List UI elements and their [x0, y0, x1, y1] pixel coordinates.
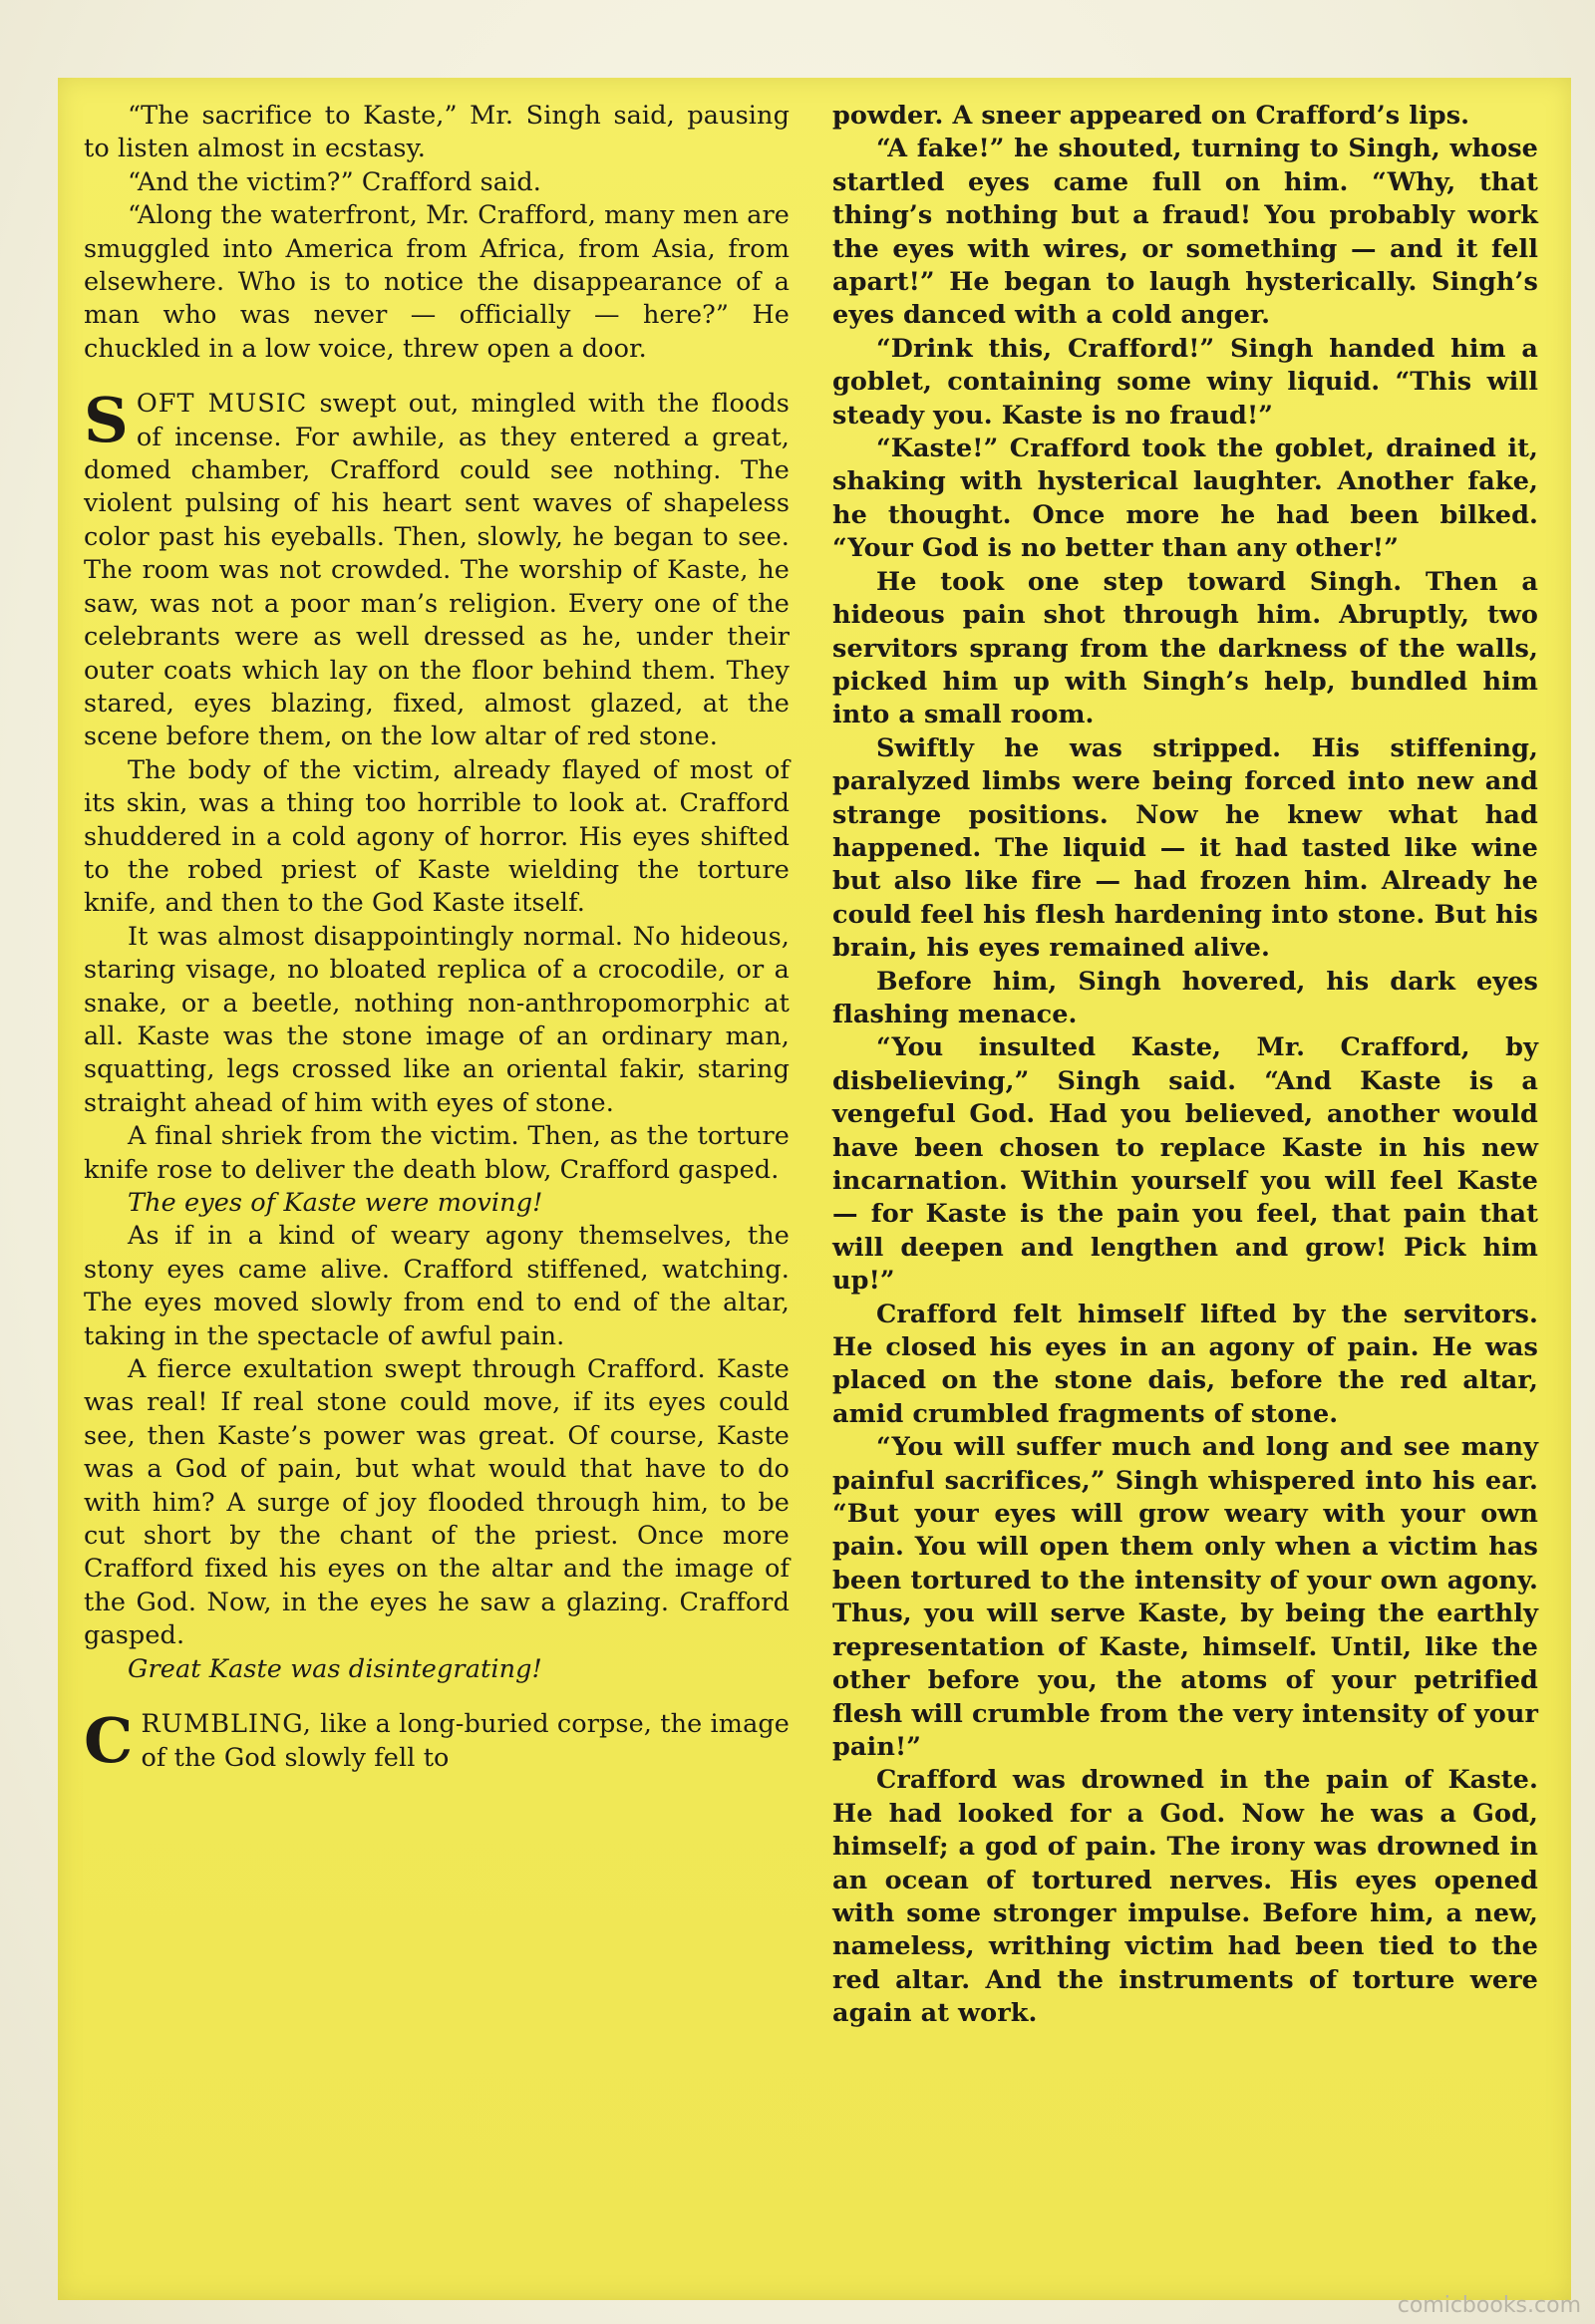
italic-line: Great Kaste was disintegrating! [128, 1653, 542, 1684]
small-caps-lead: OFT MUSIC [136, 389, 308, 420]
paragraph-text: like a long-buried corpse, the image of the God slowly fell to [141, 1709, 790, 1773]
paragraph: “Kaste!” Crafford took the goblet, drained it, shaking with hysterical laughter. Another fake, he thought. Once more he had been bilked. “Your God is no better than any other!” [832, 434, 1538, 564]
paragraph: “The sacrifice to Kaste,” Mr. Singh said, pausing to listen almost in ecstasy. [84, 101, 790, 164]
small-caps-lead: RUMBLING, [141, 1709, 312, 1740]
paragraph: Swiftly he was stripped. His stiffening, paralyzed limbs were being forced into new and strange positions. Now he knew what had happened. The liquid — it had tasted like wine but also like fire — had frozen him. Already he could feel his flesh hardening into stone. But his brain, his eyes remained alive. [832, 732, 1538, 964]
paragraph: As if in a kind of weary agony themselves, the stony eyes came alive. Crafford stiffened, watching. The eyes moved slowly from end to end of the altar, taking in the spectacle of awful pain. [84, 1221, 790, 1351]
source-watermark: comicbooks.com [1397, 2293, 1581, 2318]
right-column [832, 100, 1538, 2031]
paragraph: powder. A sneer appeared on Crafford’s lips. [832, 101, 1470, 131]
drop-cap: C [84, 1704, 134, 1778]
paragraph: A fierce exultation swept through Crafford. Kaste was real! If real stone could move, if its eyes could see, then Kaste’s power was great. Of course, Kaste was a God of pain, but what would that have to do with him? A surge of joy flooded through him, to be cut short by the chant of the priest. Once more Crafford fixed his eyes on the altar and the image of the God. Now, in the eyes he saw a glazing. Crafford gasped. [84, 1354, 790, 1651]
paragraph: “A fake!” he shouted, turning to Singh, whose startled eyes came full on him. “Why, that thing’s nothing but a fraud! You probably work the eyes with wires, or something — and it fell apart!” He began to laugh hysterically. Singh’s eyes danced with a cold anger. [832, 134, 1538, 331]
paragraph-text: swept out, mingled with the floods of incense. For awhile, as they entered a great, domed chamber, Crafford could see nothing. The violent pulsing of his heart sent waves of shapeless color past his eyeballs. Then, slowly, he began to see. The room was not crowded. The worship of Kaste, he saw, was not a poor man’s religion. Every one of the celebrants were as well dressed as he, under their outer coats which lay on the floor behind them. They stared, eyes blazing, fixed, almost glazed, at the scene before them, on the low altar of red stone. [84, 389, 790, 752]
paragraph: “You insulted Kaste, Mr. Crafford, by disbelieving,” Singh said. “And Kaste is a vengeful God. Had you believed, another would have been chosen to replace Kaste in his new incarnation. Within yourself you will feel Kaste — for Kaste is the pain you feel, that pain that will deepen and lengthen and grow! Pick him up!” [832, 1032, 1538, 1297]
left-column [84, 100, 790, 1778]
paragraph: “Along the waterfront, Mr. Crafford, many men are smuggled into America from Africa, from Asia, from elsewhere. Who is to notice the disappearance of a man who was never — officially — here?” He chuckled in a low voice, threw open a door. [84, 200, 790, 364]
paragraph: “And the victim?” Crafford said. [128, 166, 541, 197]
paragraph: “You will suffer much and long and see many painful sacrifices,” Singh whispered into his ear. “But your eyes will grow weary with your own pain. You will open them only when a victim has been tortured to the intensity of your own agony. Thus, you will serve Kaste, by being the earthly representation of Kaste, himself. Until, like the other before you, the atoms of your petrified flesh will crumble from the very intensity of your pain!” [832, 1432, 1538, 1762]
paragraph: It was almost disappointingly normal. No hideous, staring visage, no bloated replica of a crocodile, or a snake, or a beetle, nothing non-anthropomorphic at all. Kaste was the stone image of an ordinary man, squatting, legs crossed like an oriental fakir, staring straight ahead of him with eyes of stone. [84, 921, 790, 1118]
paragraph: He took one step toward Singh. Then a hideous pain shot through him. Abruptly, two servitors sprang from the darkness of the walls, picked him up with Singh’s help, bundled him into a small room. [832, 566, 1538, 730]
yellow-text-panel [58, 78, 1571, 2300]
paragraph: The body of the victim, already flayed of most of its skin, was a thing too horrible to look at. Crafford shuddered in a cold agony of horror. His eyes shifted to the robed priest of Kaste wielding the torture knife, and then to the God Kaste itself. [84, 754, 790, 919]
paragraph: Crafford was drowned in the pain of Kaste. He had looked for a God. Now he was a God, himself; a god of pain. The irony was drowned in an ocean of tortured nerves. His eyes opened with some stronger impulse. Before him, a new, nameless, writhing victim had been tied to the red altar. And the instruments of torture were again at work. [832, 1765, 1538, 2029]
paragraph: Crafford felt himself lifted by the servitors. He closed his eyes in an agony of pain. He was placed on the stone dais, before the red altar, amid crumbled fragments of stone. [832, 1299, 1538, 1429]
paragraph: “Drink this, Crafford!” Singh handed him a goblet, containing some winy liquid. “This will steady you. Kaste is no fraud!” [832, 333, 1538, 431]
paragraph: Before him, Singh hovered, his dark eyes flashing menace. [832, 966, 1538, 1029]
section-paragraph [84, 1704, 790, 1778]
paragraph: A final shriek from the victim. Then, as the torture knife rose to deliver the death blow, Crafford gasped. [84, 1121, 790, 1185]
italic-line: The eyes of Kaste were moving! [128, 1188, 543, 1218]
drop-cap: S [84, 384, 129, 457]
section-paragraph [84, 384, 790, 753]
